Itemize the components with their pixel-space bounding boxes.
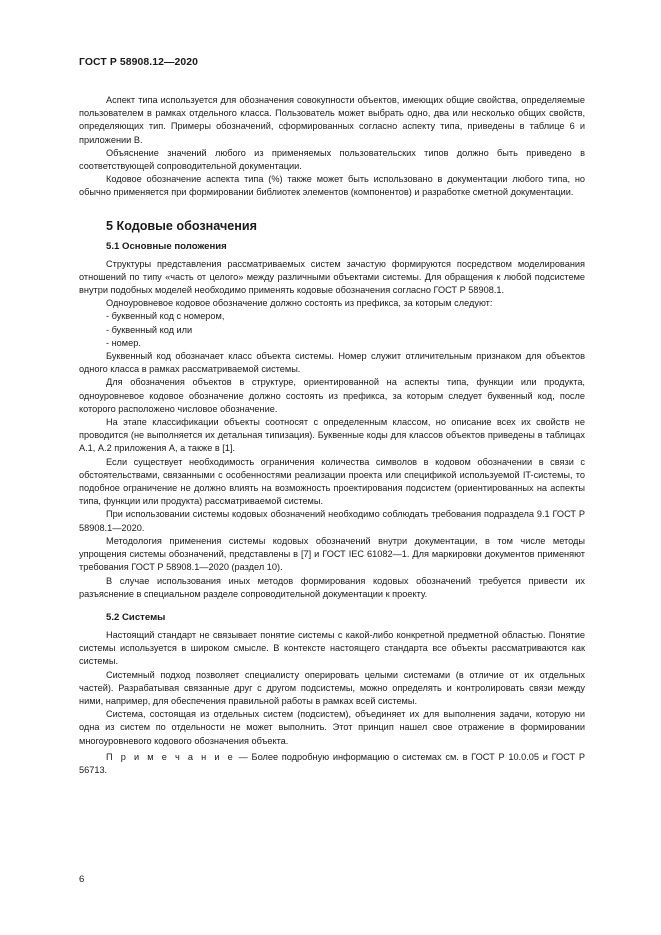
paragraph: Система, состоящая из отдельных систем (подсистем), объединяет их для выполнения задачи, которую ни одна из систем по отдельности не может выполнить. Этот принцип нашел свое отражение в формировании многоуровневого кодового обозначения объекта. <box>79 709 585 746</box>
section-heading: 5 Кодовые обозначения <box>106 218 257 233</box>
list-item: - буквенный код с номером, <box>106 311 225 322</box>
paragraph: Методология применения системы кодовых обозначений внутри документации, в том числе методы упрощения системы обозначений, представлены в [7] и ГОСТ IEC 61082—1. Для маркировки документов применяют требования ГОСТ Р 58908.1—2020 (раздел 10). <box>79 535 585 573</box>
list-item: - буквенный код или <box>106 324 193 335</box>
paragraph: Кодовое обозначение аспекта типа (%) также может быть использовано в документации любого типа, но обычно применяется при формировании библиотек элементов (компонентов) и разработке сметной документации. <box>79 174 585 198</box>
paragraph: Структуры представления рассматриваемых систем зачастую формируются посредством моделирования отношений по типу «часть от целого» между различными объектами системы. Для обращения к любой подсистеме внутри подобных моделей необходимо применять кодовые обозначения согласно ГОСТ Р 58908.1. <box>79 258 585 296</box>
note-paragraph <box>79 751 585 777</box>
page-number: 6 <box>79 874 85 885</box>
document-body <box>79 94 585 777</box>
paragraph: В случае использования иных методов формирования кодовых обозначений требуется привести их разъяснение в специальном разделе сопроводительной документации к проекту. <box>79 575 585 599</box>
paragraph: Для обозначения объектов в структуре, ориентированной на аспекты типа, функции или продукта, одноуровневое кодовое обозначение должно состоять из префикса, за которым следует буквенный код, после которого расположено числовое обозначение. <box>79 377 585 414</box>
list-item: - номер. <box>106 337 141 348</box>
paragraph: Если существует необходимость ограничения количества символов в кодовом обозначении в связи с обстоятельствами, связанными с особенностями реализации проекта или спецификой используемой IT-системы, то подобное ограничение не должно влиять на возможность проектирования подсистем (ориентированных на аспекты типа, функции или продукта) рассматриваемой системы. <box>79 456 585 507</box>
note-label: П р и м е ч а н и е <box>106 751 235 762</box>
paragraph: Буквенный код обозначает класс объекта системы. Номер служит отличительным признаком для объектов одного класса в рамках рассматриваемой системы. <box>79 351 585 375</box>
note-text: — Более подробную информацию о системах см. в ГОСТ Р 10.0.05 и ГОСТ Р 56713. <box>79 751 585 775</box>
paragraph: На этапе классификации объекты соотносят с определенным классом, но описание всех их свойств не проводится (не выполняется их детальная типизация). Буквенные коды для классов объектов приведены в таблицах А.1, А.2 приложения А, а также в [1]. <box>79 417 585 454</box>
paragraph: Системный подход позволяет специалисту оперировать целыми системами (в отличие от их отдельных частей). Разрабатывая связанные друг с другом подсистемы, можно определять и контролировать связи между ними, например, для обеспечения правильной работы в рамках всей системы. <box>79 669 585 706</box>
paragraph: Аспект типа используется для обозначения совокупности объектов, имеющих общие свойства, определяемые пользователем в рамках отдельного класса. Пользователь может выбрать одно, два или несколько общих свойств, определяющих тип. Примеры обозначений, сформированных согласно аспекту типа, приведены в таблице 6 и приложении В. <box>79 95 585 145</box>
paragraph: При использовании системы кодовых обозначений необходимо соблюдать требования подраздела 9.1 ГОСТ Р 58908.1—2020. <box>79 509 585 533</box>
paragraph: Объяснение значений любого из применяемых пользовательских типов должно быть приведено в соответствующей сопроводительной документации. <box>79 147 585 172</box>
paragraph: Одноуровневое кодовое обозначение должно состоять из префикса, за которым следуют: <box>106 298 493 309</box>
document-header: ГОСТ Р 58908.12—2020 <box>79 57 198 68</box>
paragraph: Настоящий стандарт не связывает понятие системы с какой-либо конкретной предметной областью. Понятие системы используется в широком смысле. В контексте настоящего стандарта все объекты рассматриваются как системы. <box>79 629 585 667</box>
subsection-heading: 5.1 Основные положения <box>106 240 227 252</box>
subsection-heading: 5.2 Системы <box>106 611 166 623</box>
